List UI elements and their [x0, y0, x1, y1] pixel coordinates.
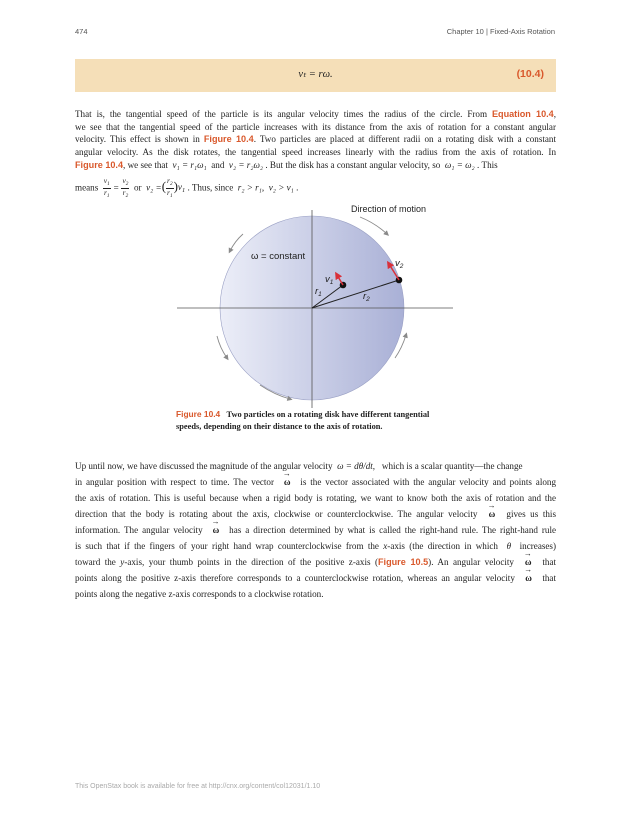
v2-label: $v_2$ [395, 258, 404, 270]
figure-rotating-disk [175, 198, 455, 410]
motion-arrow-left-upper [230, 234, 243, 251]
r2-label: $r_2$ [363, 291, 370, 303]
equation-number: (10.4) [516, 68, 544, 80]
link-equation-10-4[interactable]: Equation 10.4 [491, 109, 554, 119]
link-figure-10-4-second[interactable]: Figure 10.4 [75, 160, 124, 170]
omega-vector-2: → ω [487, 506, 498, 522]
para2-line-5: information. The angular velocity → ω has a direction determined by what is called the right-hand rule. The right-hand rule [75, 522, 556, 538]
omega-vector-4: → ω [523, 554, 534, 570]
omega-vector-1: → ω [282, 474, 293, 490]
eq-v2-gt-v1: v₂ > v₁ [268, 182, 294, 193]
eq-v2: v₂ = r₂ω₂ [228, 160, 264, 170]
caption-text: Two particles on a rotating disk have different tangential speeds, depending on their distance to the axis of rotation. [176, 410, 430, 431]
frac-v2-r2: $\frac{v_2}{r_2}$ [122, 175, 129, 199]
eq-v1: v₁ = r₁ω₁ [172, 160, 207, 170]
para1-line-1: That is, the tangential speed of the particle is its angular velocity times the radius of the circle. From Equation 10.4, [75, 109, 556, 119]
para2-line-2: in angular position with respect to time. The vector → ω is the vector associated with the angular velocity and points along [75, 474, 556, 490]
para2-line-3: the axis of rotation. This is useful because when a rigid body is rotating, we want to know both the axis of rotation and the [75, 493, 556, 503]
eq-r2-gt-r1: r₂ > r₁ [237, 182, 262, 193]
para1-line-2: we see that the tangential speed of the particle increases with its distance from the axis of rotation for a constant angular [75, 121, 556, 132]
para2-line-1: Up until now, we have discussed the magnitude of the angular velocity ω = dθ/dt, which is a scalar quantity—the change [75, 461, 523, 471]
motion-arrow-top [360, 217, 387, 234]
para2-line-9: points along the negative z-axis corresponds to a clockwise rotation. [75, 589, 324, 599]
omega-vector-5: → ω [523, 570, 534, 586]
equation-10-4: vₜ = rω. [298, 69, 333, 80]
equation-box [75, 59, 556, 92]
paragraph-tangential-speed [75, 108, 556, 200]
direction-of-motion-label: Direction of motion [351, 204, 427, 214]
frac-v1-r1: $\frac{v_1}{r_1}$ [103, 175, 110, 199]
para2-line-7: toward the y-axis, your thumb points in the direction of the positive z-axis (Figure 10.5). An angular velocity → ω that [75, 554, 556, 570]
para2-line-6: is such that if the fingers of your right hand wrap counterclockwise from the x-axis (the direction in which θ increases) [75, 541, 556, 551]
para2-line-4: direction that the body is rotating about the axis, clockwise or counterclockwise. The angular velocity → ω gives us this [75, 506, 556, 522]
omega-constant-label: ω = constant [251, 251, 306, 262]
figure-caption [176, 409, 456, 432]
para1-line-4: angular velocity. As the disk rotates, the tangential speed increases linearly with the radius from the axis of rotation. In [75, 146, 556, 157]
page-number: 474 [75, 27, 88, 36]
link-figure-10-4[interactable]: Figure 10.4 [203, 134, 254, 144]
chapter-title: Chapter 10 | Fixed-Axis Rotation [446, 27, 555, 36]
para1-line-3: velocity. This effect is shown in Figure 10.4. Two particles are placed at different radii on a rotating disk with a constant [75, 134, 556, 144]
eq-omega-dtheta-dt: ω = dθ/dt, [337, 461, 376, 471]
v1-label: $v_1$ [325, 274, 334, 286]
para1-line-6: means $\frac{v_1}{r_1}$ = $\frac{v_2}{r_2}$ or v₂ =( $\frac{r_2}{r_1}$ )$v_1$ . Thus, since r₂ > r₁, v₂ > v₁ . [75, 175, 299, 199]
theta-symbol: θ [506, 541, 512, 551]
para2-line-8: points along the positive z-axis therefore corresponds to a counterclockwise rotation, whereas an angular velocity → ω that [75, 570, 556, 586]
r1-label: $r_1$ [315, 286, 322, 298]
link-figure-10-5[interactable]: Figure 10.5 [377, 557, 429, 567]
eq-omega-equal: ω₁ = ω₂ [444, 160, 475, 170]
figure-label: Figure 10.4 [176, 409, 221, 419]
paragraph-angular-velocity-vector [75, 458, 556, 602]
frac-r2-r1: $\frac{r_2}{r_1}$ [167, 175, 173, 199]
para1-line-5: Figure 10.4, we see that v₁ = r₁ω₁ and v₂ = r₂ω₂ . But the disk has a constant angular velocity, so ω₁ = ω₂ . This [75, 160, 498, 170]
footer-note: This OpenStax book is available for free at http://cnx.org/content/col12031/1.10 [75, 783, 321, 790]
omega-vector-3: → ω [211, 522, 222, 538]
